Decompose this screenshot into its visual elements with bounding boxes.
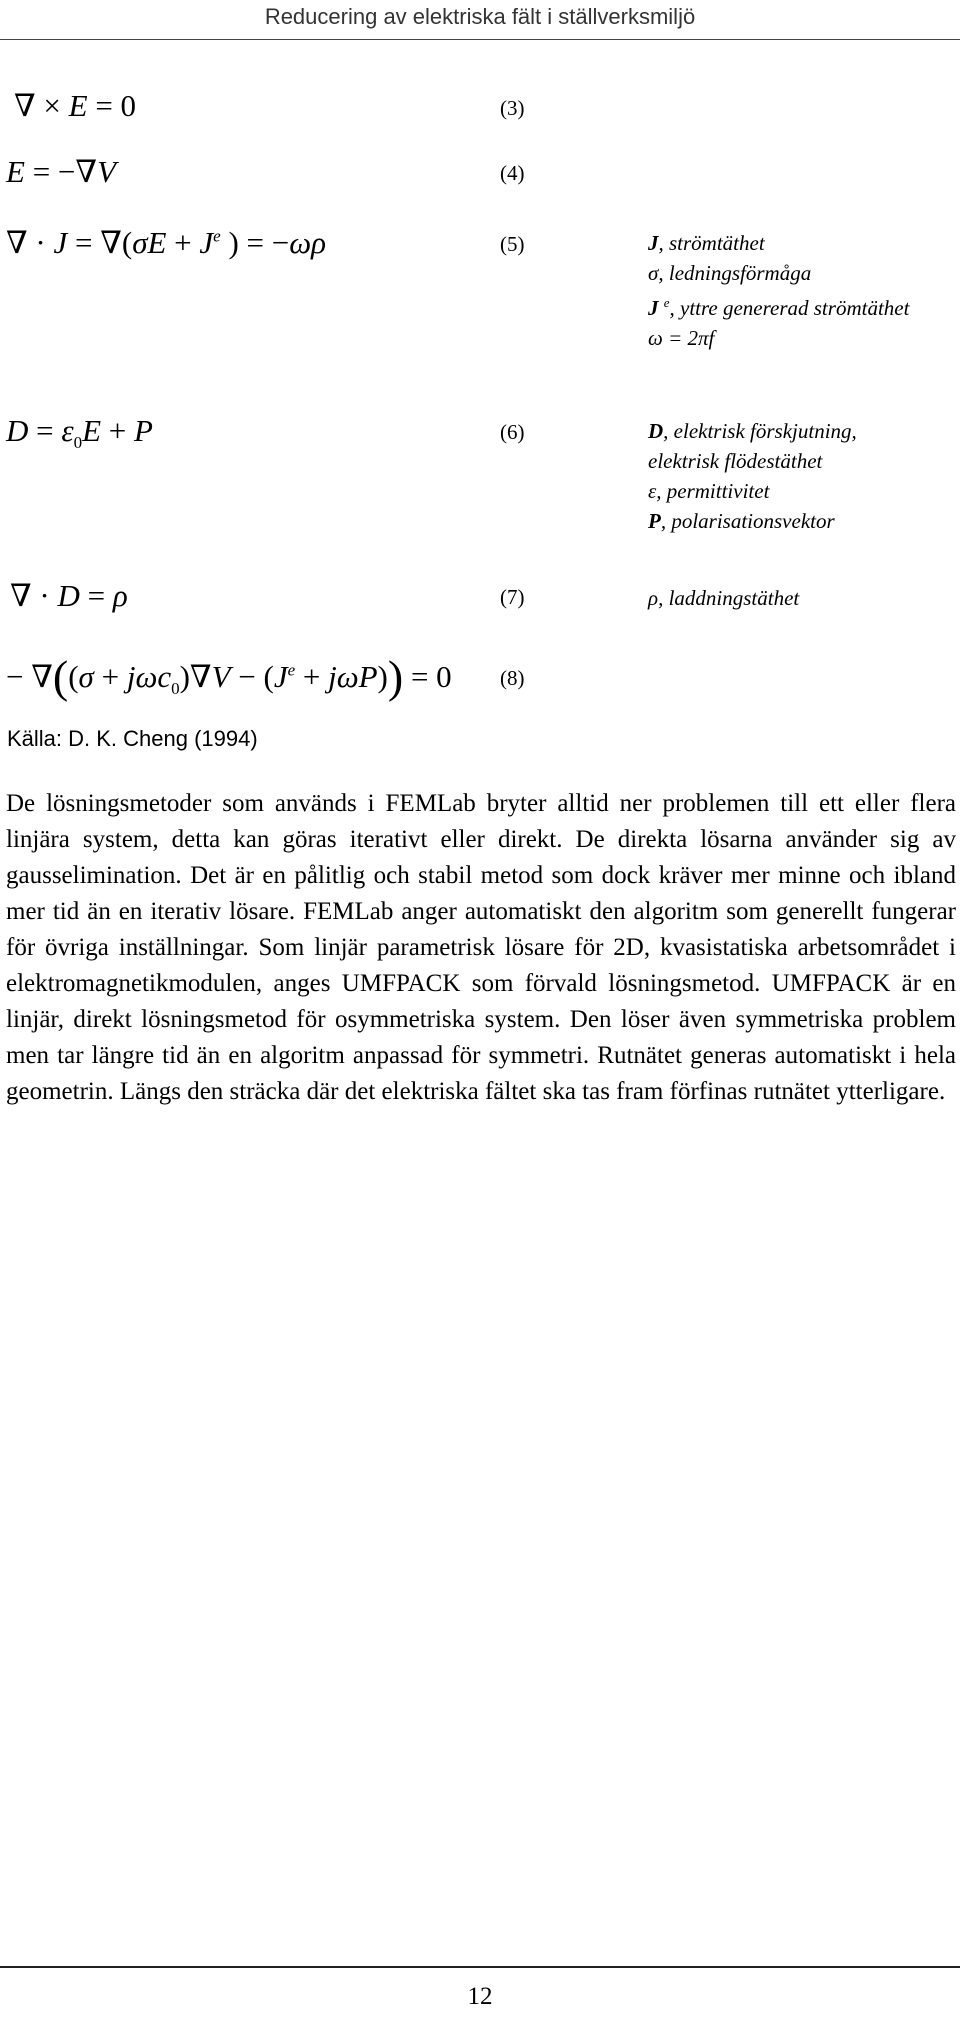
equation-5: ∇ · $J = \nabla(\sigma E + J^e$ ) = −ωρ (6, 225, 327, 260)
source-citation: Källa: D. K. Cheng (1994) (7, 726, 258, 751)
equation-4: E = −∇V (6, 154, 116, 189)
note-external-current-symbol: J (648, 296, 659, 320)
note-polarisation-text: , polarisationsvektor (660, 509, 835, 533)
note-external-current-text: , yttre genererad strömtäthet (669, 296, 910, 320)
equation-7-notes (648, 583, 948, 613)
equation-6-number: (6) (500, 420, 525, 444)
note-charge-density: ρ, laddningstäthet (648, 586, 800, 610)
equation-8: − $\nabla((\sigma + j\omega c_0)\nabla V - (J^e + j\omega P)) = 0$ (6, 651, 452, 702)
note-current-density-text: , strömtäthet (658, 231, 765, 255)
note-angular-frequency: ω = 2πf (648, 326, 715, 350)
footer-rule (0, 1966, 960, 1968)
note-polarisation-symbol: P (648, 509, 661, 533)
equation-3: ∇ × E = 0 (14, 88, 137, 123)
page-number: 12 (467, 1983, 493, 2010)
note-current-density (648, 228, 948, 258)
equation-6-notes (648, 416, 928, 536)
equation-5-number: (5) (500, 232, 525, 256)
note-displacement-symbol: D (648, 419, 664, 443)
equation-3-number: (3) (500, 96, 525, 120)
equation-8-number: (8) (500, 666, 525, 690)
body-paragraph: De lösningsmetoder som används i FEMLab bryter alltid ner problemen till ett eller flera linjära system, detta kan göras iterativt eller direkt. De direkta lösarna använder sig av gausselimination. Det är en pålitlig och stabil metod som dock kräver mer minne och ibland mer tid än en iterativ lösare. FEMLab anger automatiskt den algoritm som generellt fungerar för övriga inställningar. Som linjär parametrisk lösare för 2D, kvasistatiska arbetsområdet i elektromagnetikmodulen, anges UMFPACK som förvald lösningsmetod. UMFPACK är en linjär, direkt lösningsmetod för osymmetriska system. Den löser även symmetriska problem men tar längre tid än en algoritm anpassad för symmetri. Rutnätet generas automatiskt i hela geometrin. Längs den sträcka där det elektriska fältet ska tas fram förfinas rutnätet ytterligare. (6, 790, 956, 1105)
header-rule (0, 39, 960, 40)
equation-4-number: (4) (500, 161, 525, 185)
note-current-density-symbol: J (648, 231, 659, 255)
note-external-current (648, 288, 948, 323)
note-displacement (648, 416, 928, 476)
equation-7-number: (7) (500, 585, 525, 609)
note-conductivity: σ, ledningsförmåga (648, 261, 812, 285)
note-external-current-superscript: e (663, 295, 670, 310)
equation-6: $D = \varepsilon_0E + P$ (6, 413, 153, 453)
running-header: Reducering av elektriska fält i ställverksmiljö (264, 4, 696, 29)
note-permittivity: ε, permittivitet (648, 479, 770, 503)
note-displacement-text: , elektrisk förskjutning, elektrisk flödestäthet (648, 419, 857, 473)
equation-7: ∇ · D = ρ (10, 578, 128, 613)
equation-5-notes (648, 228, 948, 353)
note-polarisation (648, 506, 928, 536)
